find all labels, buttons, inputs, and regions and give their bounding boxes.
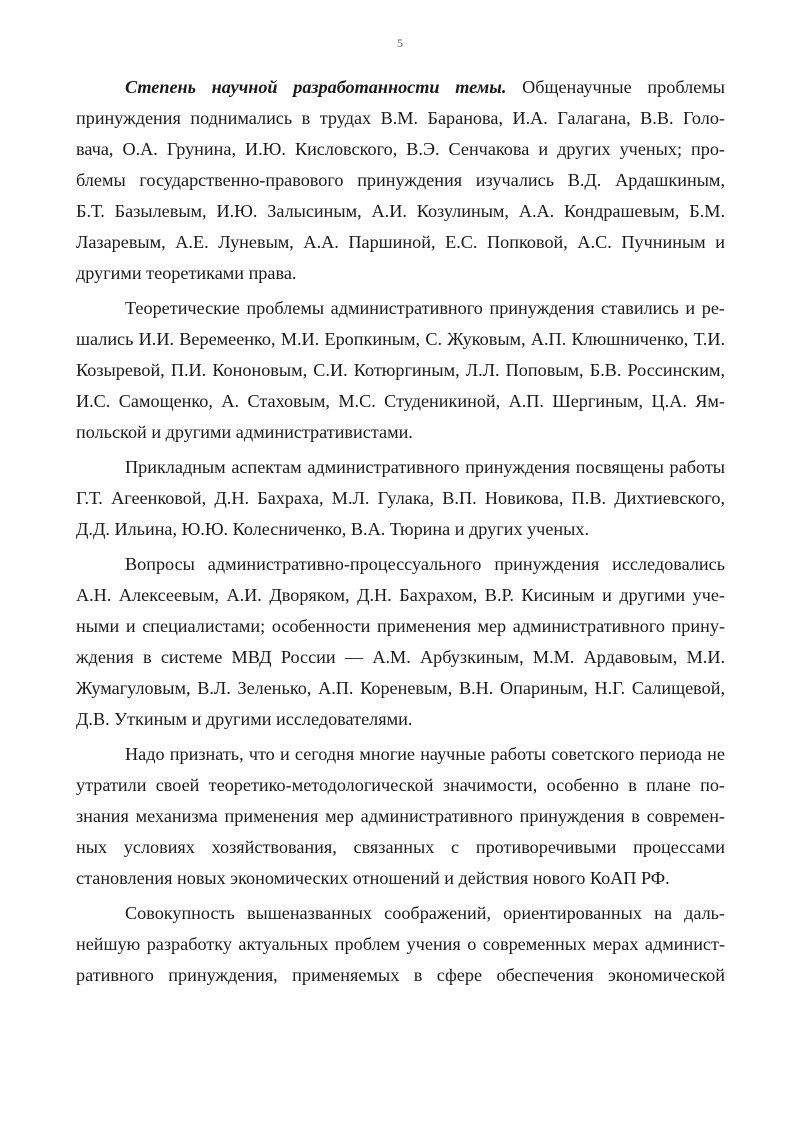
text-line: Прикладным аспектам административного принуждения посвящены работы xyxy=(125,457,725,477)
text-line: Вопросы административно-процессуального принуждения исследовались xyxy=(125,554,725,574)
text-line: Козыревой, П.И. Кононовым, С.И. Котюргиным, Л.Л. Поповым, Б.В. Россинским, xyxy=(76,360,725,380)
paragraph-procedural-questions xyxy=(76,549,725,735)
text-line: Лазаревым, А.Е. Луневым, А.А. Паршиной, Е.С. Попковой, А.С. Пучниным и xyxy=(76,232,725,252)
paragraph-soviet-works xyxy=(76,739,725,894)
paragraph-considerations xyxy=(76,898,725,991)
document-body xyxy=(76,72,725,995)
text-line: вача, О.А. Грунина, И.Ю. Кисловского, В.Э. Сенчакова и других ученых; про- xyxy=(76,139,725,159)
text-line: ных условиях хозяйствования, связанных с противоречивыми процессами xyxy=(76,837,725,857)
text-line: Степень научной разработанности темы. Общенаучные проблемы xyxy=(125,77,725,97)
section-heading: Степень научной разработанности темы. xyxy=(125,77,507,97)
text-line: принуждения поднимались в трудах В.М. Баранова, И.А. Галагана, В.В. Голо- xyxy=(76,108,725,128)
text-line: знания механизма применения мер административного принуждения в современ- xyxy=(76,806,725,826)
text-line: Б.Т. Базылевым, И.Ю. Залысиным, А.И. Козулиным, А.А. Кондрашевым, Б.М. xyxy=(76,201,725,221)
text-line: нейшую разработку актуальных проблем учения о современных мерах админист- xyxy=(76,934,725,954)
text-line: Надо признать, что и сегодня многие научные работы советского периода не xyxy=(125,744,725,764)
text-line: Д.В. Уткиным и другими исследователями. xyxy=(76,709,413,729)
page-number: 5 xyxy=(397,36,403,50)
text-line: ными и специалистами; особенности применения мер административного прину- xyxy=(76,616,725,636)
text-line: становления новых экономических отношений и действия нового КоАП РФ. xyxy=(76,868,670,888)
text-line: польской и другими административистами. xyxy=(76,422,413,442)
text-line: Д.Д. Ильина, Ю.Ю. Колесниченко, В.А. Тюрина и других ученых. xyxy=(76,519,589,539)
paragraph-research-degree xyxy=(76,72,725,289)
text-line: другими теоретиками права. xyxy=(76,263,297,283)
text-line: И.С. Самощенко, А. Стаховым, М.С. Студеникиной, А.П. Шергиным, Ц.А. Ям- xyxy=(76,391,725,411)
paragraph-applied-aspects xyxy=(76,452,725,545)
text-line: утратили своей теоретико-методологической значимости, особенно в плане по- xyxy=(76,775,725,795)
text-line: ждения в системе МВД России — А.М. Арбузкиным, М.М. Ардавовым, М.И. xyxy=(76,647,725,667)
text-line: ративного принуждения, применяемых в сфере обеспечения экономической xyxy=(76,965,725,985)
text-line: шались И.И. Веремеенко, М.И. Еропкиным, С. Жуковым, А.П. Клюшниченко, Т.И. xyxy=(76,329,725,349)
text-line: Совокупность вышеназванных соображений, ориентированных на даль- xyxy=(125,903,725,923)
paragraph-theoretical-problems xyxy=(76,293,725,448)
text-line: Жумагуловым, В.Л. Зеленько, А.П. Кореневым, В.Н. Опариным, Н.Г. Салищевой, xyxy=(76,678,725,698)
text-line: А.Н. Алексеевым, А.И. Дворяком, Д.Н. Бахрахом, В.Р. Кисиным и другими уче- xyxy=(76,585,725,605)
text-line: Теоретические проблемы административного принуждения ставились и ре- xyxy=(125,298,725,318)
text-line: блемы государственно-правового принуждения изучались В.Д. Ардашкиным, xyxy=(76,170,725,190)
text-line: Г.Т. Агеенковой, Д.Н. Бахраха, М.Л. Гулака, В.П. Новикова, П.В. Дихтиевского, xyxy=(76,488,725,508)
